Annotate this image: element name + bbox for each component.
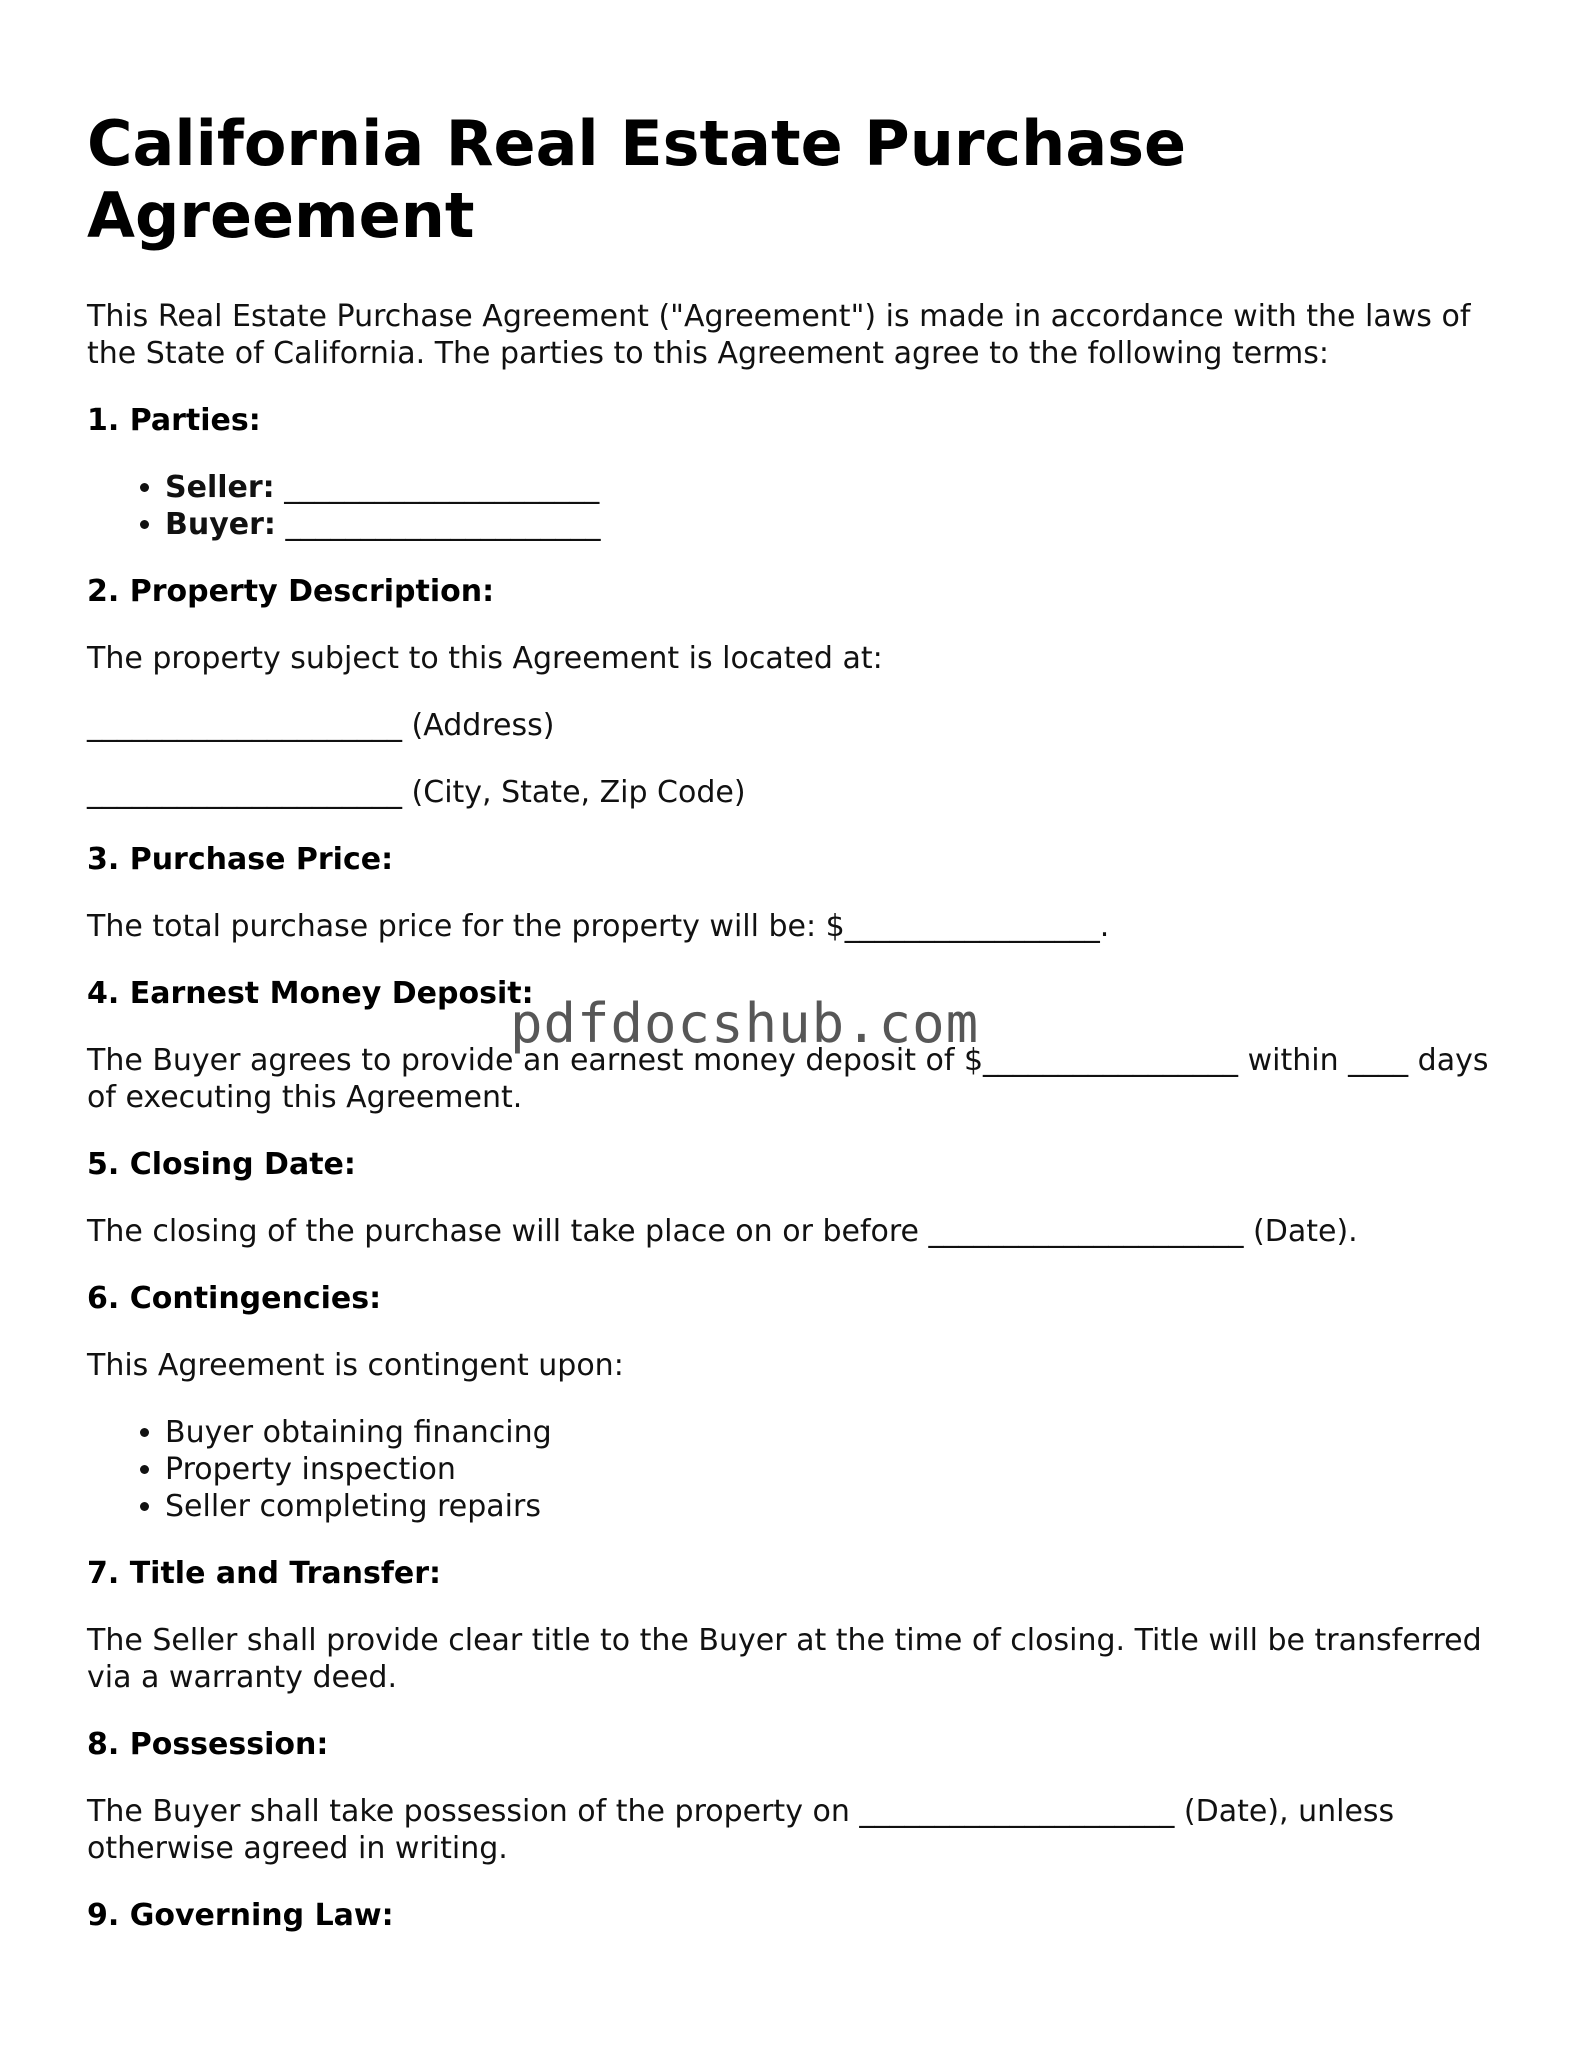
list-item-seller — [165, 469, 1507, 506]
list-item: • Seller completing repairs — [165, 1488, 1507, 1525]
closing-text: The closing of the purchase will take place on or before _____________________ (Date). — [87, 1214, 1358, 1249]
contingencies-text: This Agreement is contingent upon: — [87, 1348, 624, 1383]
section-heading-parties: 1. Parties: — [87, 403, 261, 438]
section-heading-title-transfer: 7. Title and Transfer: — [87, 1556, 442, 1591]
list-item-buyer — [165, 506, 1507, 543]
document-page — [87, 108, 1507, 1964]
price-text: The total purchase price for the property will be: $_________________. — [87, 909, 1110, 944]
title-transfer-text: The Seller shall provide clear title to the Buyer at the time of closing. Title will be transferred via a warranty deed. — [87, 1623, 1482, 1695]
document-title: California Real Estate Purchase Agreement — [87, 107, 1187, 252]
deposit-text: The Buyer agrees to provide an earnest money deposit of $_________________ within ____ days of executing this Agreement. — [87, 1043, 1489, 1115]
section-heading-governing-law: 9. Governing Law: — [87, 1898, 394, 1933]
watermark-text: pdfdocshub.com — [510, 992, 980, 1055]
list-item: • Property inspection — [165, 1451, 1507, 1488]
section-heading-contingencies: 6. Contingencies: — [87, 1281, 382, 1316]
section-heading-deposit: 4. Earnest Money Deposit: — [87, 976, 534, 1011]
section-heading-property: 2. Property Description: — [87, 574, 495, 609]
section-heading-possession: 8. Possession: — [87, 1727, 329, 1762]
parties-list — [87, 469, 1507, 543]
possession-text: The Buyer shall take possession of the property on _____________________ (Date), unless otherwise agreed in writing. — [87, 1794, 1395, 1866]
property-address-line: _____________________ (Address) — [87, 708, 555, 743]
property-city-line: _____________________ (City, State, Zip Code) — [87, 775, 746, 810]
buyer-blank: _____________________ — [285, 507, 601, 542]
property-text: The property subject to this Agreement is located at: — [87, 641, 883, 676]
seller-label: Seller: — [165, 470, 275, 505]
intro-paragraph: This Real Estate Purchase Agreement ("Agreement") is made in accordance with the laws of the State of California. The parties to this Agreement agree to the following terms: — [87, 299, 1471, 371]
seller-blank: _____________________ — [284, 470, 600, 505]
contingencies-list — [87, 1414, 1507, 1525]
list-item: • Buyer obtaining financing — [165, 1414, 1507, 1451]
section-heading-closing: 5. Closing Date: — [87, 1147, 356, 1182]
section-heading-price: 3. Purchase Price: — [87, 842, 394, 877]
buyer-label: Buyer: — [165, 507, 276, 542]
